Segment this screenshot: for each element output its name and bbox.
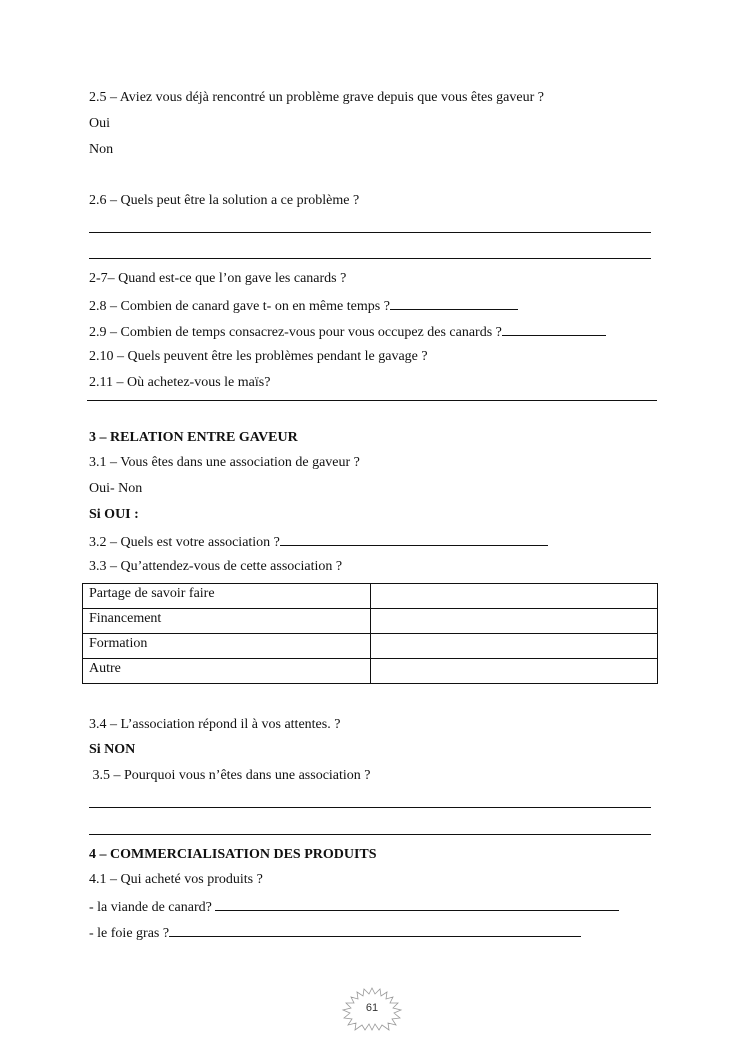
question-2-6: 2.6 – Quels peut être la solution a ce problème ? bbox=[89, 193, 360, 208]
table-row bbox=[83, 584, 658, 609]
question-2-5: 2.5 – Aviez vous déjà rencontré un problème grave depuis que vous êtes gaveur ? bbox=[89, 90, 544, 105]
question-4-1-b: - le foie gras ? bbox=[89, 926, 170, 941]
question-2-7: 2-7– Quand est-ce que l’on gave les canards ? bbox=[89, 271, 347, 286]
answer-line bbox=[89, 807, 651, 808]
question-3-4: 3.4 – L’association répond il à vos attentes. ? bbox=[89, 717, 341, 732]
answer-blank bbox=[502, 323, 606, 336]
question-2-8-row bbox=[89, 297, 518, 315]
answer-blank bbox=[169, 924, 581, 937]
answer-blank bbox=[280, 533, 548, 546]
answer-blank bbox=[390, 297, 518, 310]
si-oui-label: Si OUI : bbox=[89, 507, 139, 522]
expectations-table bbox=[82, 583, 658, 684]
table-cell-empty bbox=[371, 609, 658, 634]
table-cell-empty bbox=[371, 584, 658, 609]
question-4-1-a-row bbox=[89, 898, 619, 916]
table-cell-label: Partage de savoir faire bbox=[83, 584, 371, 609]
si-non-label: Si NON bbox=[89, 742, 136, 757]
question-4-1: 4.1 – Qui acheté vos produits ? bbox=[89, 872, 263, 887]
section-4-heading: 4 – COMMERCIALISATION DES PRODUITS bbox=[89, 847, 377, 862]
question-2-9: 2.9 – Combien de temps consacrez-vous pour vous occupez des canards ? bbox=[89, 325, 502, 340]
table-row bbox=[83, 634, 658, 659]
question-2-8: 2.8 – Combien de canard gave t- on en même temps ? bbox=[89, 299, 390, 314]
answer-oui: Oui bbox=[89, 116, 110, 131]
question-3-2: 3.2 – Quels est votre association ? bbox=[89, 535, 280, 550]
answer-line bbox=[89, 834, 651, 835]
answer-line bbox=[89, 232, 651, 233]
answer-oui-non: Oui- Non bbox=[89, 481, 143, 496]
question-4-1-a: - la viande de canard? bbox=[89, 900, 216, 915]
table-cell-empty bbox=[371, 634, 658, 659]
table-row bbox=[83, 659, 658, 684]
table-cell-label: Autre bbox=[83, 659, 371, 684]
question-3-5: 3.5 – Pourquoi vous n’êtes dans une association ? bbox=[89, 768, 371, 783]
section-divider bbox=[87, 400, 657, 401]
answer-non: Non bbox=[89, 142, 114, 157]
question-3-3: 3.3 – Qu’attendez-vous de cette association ? bbox=[89, 559, 343, 574]
table-cell-empty bbox=[371, 659, 658, 684]
section-3-heading: 3 – RELATION ENTRE GAVEUR bbox=[89, 430, 298, 445]
question-3-2-row bbox=[89, 533, 548, 551]
question-2-11: 2.11 – Où achetez-vous le maïs? bbox=[89, 375, 271, 390]
answer-blank bbox=[215, 898, 619, 911]
answer-line bbox=[89, 258, 651, 259]
question-2-9-row bbox=[89, 323, 606, 341]
question-4-1-b-row bbox=[89, 924, 581, 942]
table-row bbox=[83, 609, 658, 634]
question-3-1: 3.1 – Vous êtes dans une association de gaveur ? bbox=[89, 455, 360, 470]
table-cell-label: Formation bbox=[83, 634, 371, 659]
table-cell-label: Financement bbox=[83, 609, 371, 634]
page-number: 61 bbox=[365, 1002, 379, 1014]
question-2-10: 2.10 – Quels peuvent être les problèmes pendant le gavage ? bbox=[89, 349, 428, 364]
